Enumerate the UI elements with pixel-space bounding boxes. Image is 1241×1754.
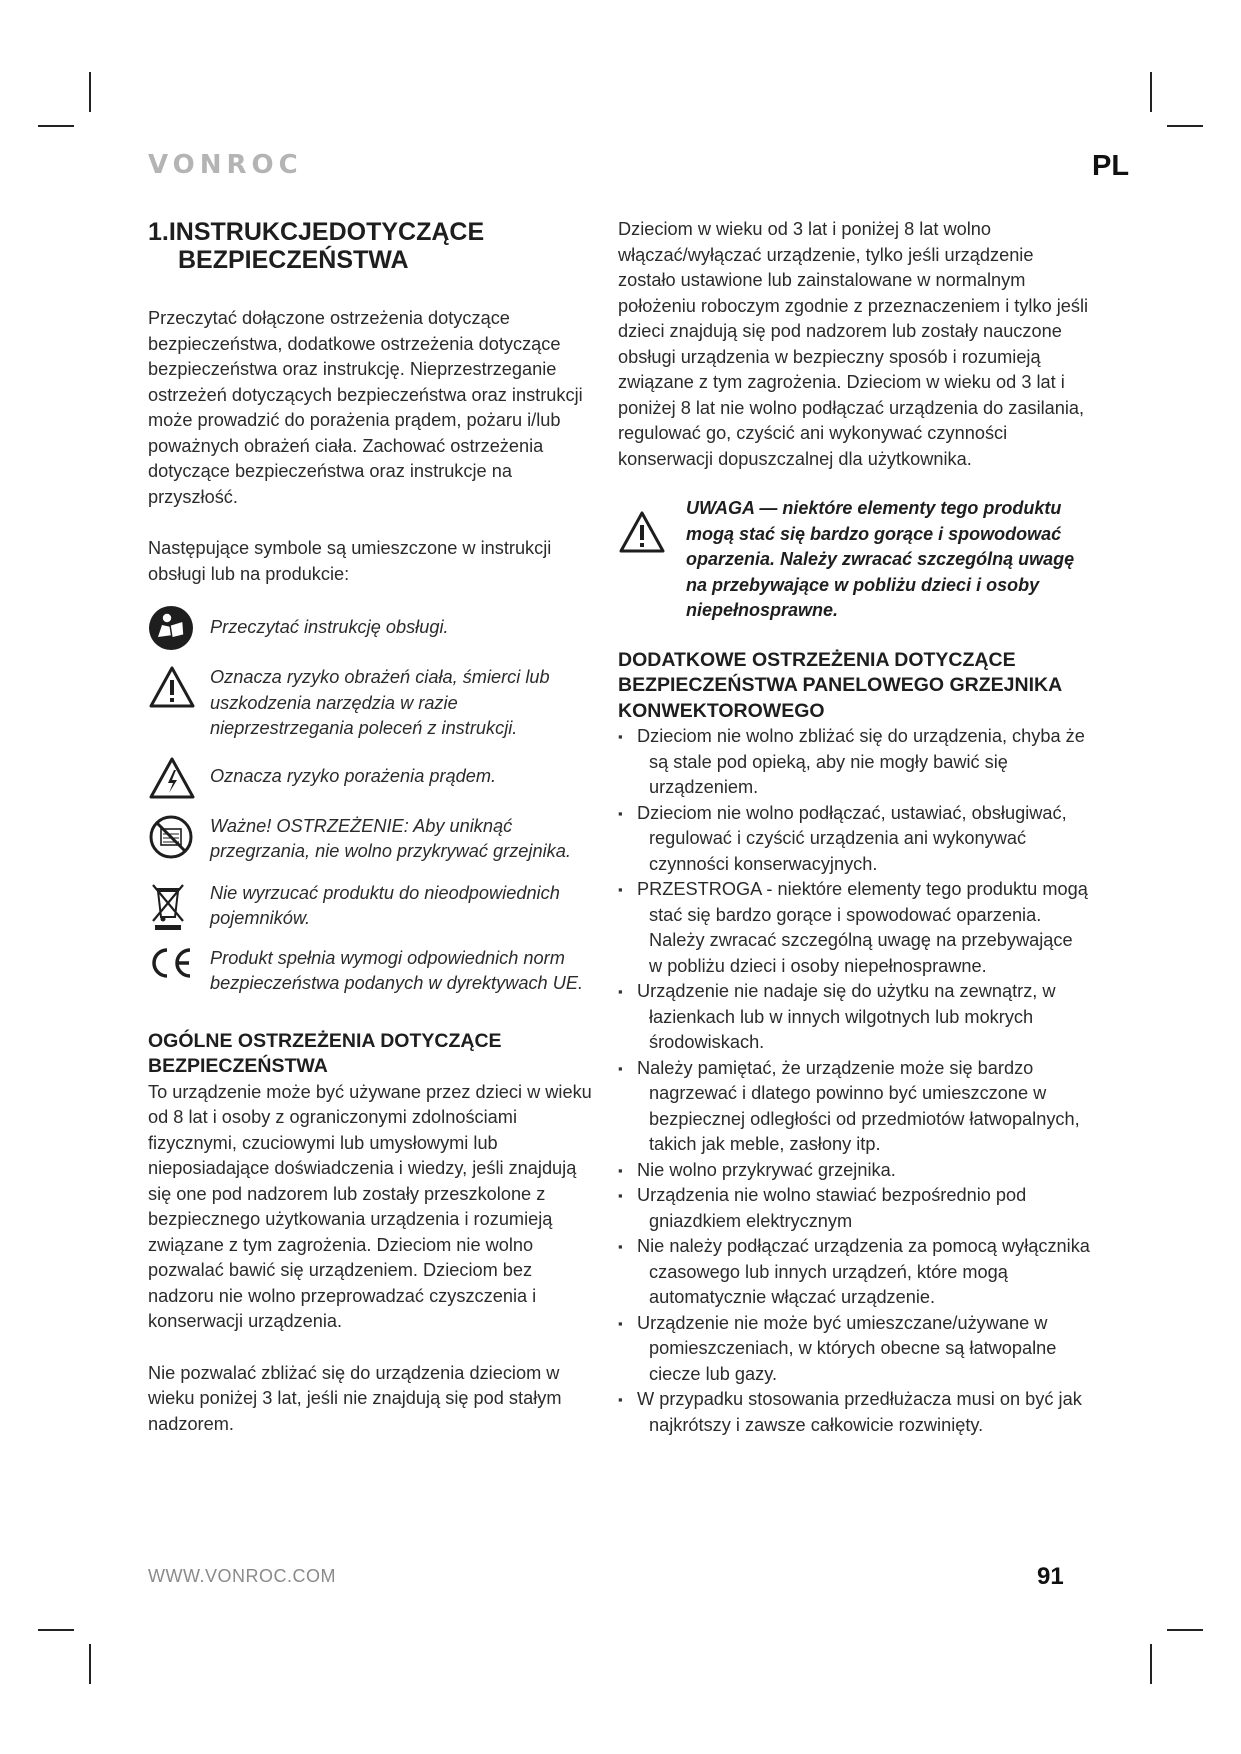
read-manual-icon — [148, 605, 210, 651]
symbol-row — [148, 881, 600, 932]
symbol-row — [148, 665, 600, 742]
list-item: ▪ W przypadku stosowania przedłużacza musi on być jak najkrótszy i zawsze całkowicie rozwinięty. — [618, 1387, 1090, 1438]
footer-url: WWW.VONROC.COM — [148, 1566, 336, 1586]
title-line-1: 1.INSTRUKCJEDOTYCZĄCE — [148, 218, 485, 246]
additional-warnings-heading: DODATKOWE OSTRZEŻENIA DOTYCZĄCE BEZPIECZEŃSTWA PANELOWEGO GRZEJNIKA KONWEKTOROWEGO — [618, 648, 1062, 722]
symbol-row — [148, 756, 600, 800]
symbols-intro: Następujące symbole są umieszczone w instrukcji obsługi lub na produkcie: — [148, 538, 552, 584]
additional-warnings-list — [618, 724, 1090, 1438]
right-column — [618, 217, 1090, 1438]
list-item: ▪ Dzieciom nie wolno zbliżać się do urządzenia, chyba że są stale pod opieką, aby nie mogły bawić się urządzeniem. — [618, 724, 1090, 801]
intro-paragraph: Przeczytać dołączone ostrzeżenia dotyczące bezpieczeństwa, dodatkowe ostrzeżenia dotyczące bezpieczeństwa oraz instrukcję. Nieprzestrzeganie ostrzeżeń dotyczących bezpieczeństwa oraz instrukcji może prowadzić do porażenia prądem, pożaru i/lub poważnych obrażeń ciała. Zachować ostrzeżenia dotyczące bezpieczeństwa oraz instrukcje na przyszłość. — [148, 308, 583, 507]
list-item: ▪ PRZESTROGA - niektóre elementy tego produktu mogą stać się bardzo gorące i spowodować oparzenia. Należy zwracać szczególną uwagę na przebywające w pobliżu dzieci i osoby niepełnosprawne. — [618, 877, 1090, 979]
list-item: ▪ Nie należy podłączać urządzenia za pomocą wyłącznika czasowego lub innych urządzeń, które mogą automatycznie włączać urządzenie. — [618, 1234, 1090, 1311]
symbol-text: Produkt spełnia wymogi odpowiednich norm bezpieczeństwa podanych w dyrektywach UE. — [210, 947, 584, 993]
general-warnings-heading: OGÓLNE OSTRZEŻENIA DOTYCZĄCE BEZPIECZEŃSTWA — [148, 1029, 502, 1077]
electric-shock-icon — [148, 756, 210, 800]
weee-bin-icon — [148, 881, 210, 931]
crop-mark — [1167, 125, 1203, 127]
list-item: ▪ Urządzenie nie nadaje się do użytku na zewnątrz, w łazienkach lub w innych wilgotnych lub mokrych środowiskach. — [618, 979, 1090, 1056]
crop-mark — [1150, 72, 1152, 112]
do-not-cover-icon — [148, 814, 210, 860]
page-title — [148, 218, 600, 274]
symbol-row — [148, 946, 600, 997]
general-warnings-text: To urządzenie może być używane przez dzieci w wieku od 8 lat i osoby z ograniczonymi zdolnościami fizycznymi, czuciowymi lub umysłowymi lub nieposiadające doświadczenia i wiedzy, jeśli znajdują się one pod nadzorem lub zostały przeszkolone z bezpiecznego użytkowania urządzenia i rozumieją związane z tym zagrożenia. Dzieciom nie wolno pozwalać bawić się urządzeniem. Dzieciom bez nadzoru nie wolno przeprowadzać czyszczenia i konserwacji urządzenia. — [148, 1081, 592, 1331]
title-line-2: BEZPIECZEŃSTWA — [178, 246, 409, 274]
symbol-row — [148, 814, 600, 865]
list-item: ▪ Należy pamiętać, że urządzenie może się bardzo nagrzewać i dlatego powinno być umieszczone w bezpiecznej odległości od przedmiotów łatwopalnych, takich jak meble, zasłony itp. — [618, 1056, 1090, 1158]
caution-text: UWAGA — niektóre elementy tego produktu mogą stać się bardzo gorące i spowodować oparzenia. Należy zwracać szczególną uwagę na przebywające w pobliżu dzieci i osoby niepełnosprawne. — [686, 498, 1075, 620]
warning-triangle-icon — [148, 665, 210, 709]
crop-mark — [89, 72, 91, 112]
caution-block — [618, 496, 1090, 624]
symbol-text: Przeczytać instrukcję obsługi. — [210, 617, 449, 637]
crop-mark — [38, 1629, 74, 1631]
symbol-text: Oznacza ryzyko porażenia prądem. — [210, 765, 497, 786]
page-number: 91 — [1037, 1563, 1064, 1590]
left-column — [148, 212, 600, 1437]
symbol-row — [148, 605, 600, 651]
children-paragraph: Dzieciom w wieku od 3 lat i poniżej 8 lat wolno włączać/wyłączać urządzenie, tylko jeśli urządzenie zostało ustawione lub zainstalowane w normalnym położeniu roboczym zgodnie z przeznaczeniem i tylko jeśli dzieci znajdują się pod nadzorem lub zostały nauczone obsługi urządzenia w bezpieczny sposób i rozumieją związane z tym zagrożenia. Dzieciom w wieku od 3 lat i poniżej 8 lat nie wolno podłączać urządzenia do zasilania, regulować go, czyścić ani wykonywać czynności konserwacji dopuszczalnej dla użytkownika. — [618, 219, 1089, 469]
symbol-text: Ważne! OSTRZEŻENIE: Aby uniknąć przegrzania, nie wolno przykrywać grzejnika. — [210, 815, 571, 861]
list-item: ▪ Nie wolno przykrywać grzejnika. — [618, 1158, 1090, 1184]
warning-triangle-icon — [618, 496, 684, 559]
crop-mark — [89, 1644, 91, 1684]
language-code: PL — [1092, 150, 1130, 182]
under-3-text: Nie pozwalać zbliżać się do urządzenia dzieciom w wieku poniżej 3 lat, jeśli nie znajdują się pod stałym nadzorem. — [148, 1362, 562, 1434]
crop-mark — [1150, 1644, 1152, 1684]
brand-logo: VONROC — [148, 150, 303, 180]
symbol-text: Nie wyrzucać produktu do nieodpowiednich pojemników. — [210, 882, 560, 928]
list-item: ▪ Urządzenia nie wolno stawiać bezpośrednio pod gniazdkiem elektrycznym — [618, 1183, 1090, 1234]
crop-mark — [1167, 1629, 1203, 1631]
list-item: ▪ Dzieciom nie wolno podłączać, ustawiać, obsługiwać, regulować i czyścić urządzenia ani wykonywać czynności konserwacyjnych. — [618, 801, 1090, 878]
list-item: ▪ Urządzenie nie może być umieszczane/używane w pomieszczeniach, w których obecne są łatwopalne ciecze lub gazy. — [618, 1311, 1090, 1388]
symbol-text: Oznacza ryzyko obrażeń ciała, śmierci lub uszkodzenia narzędzia w razie nieprzestrzegania poleceń z instrukcji. — [210, 667, 550, 738]
crop-mark — [38, 125, 74, 127]
ce-mark-icon — [148, 946, 210, 980]
